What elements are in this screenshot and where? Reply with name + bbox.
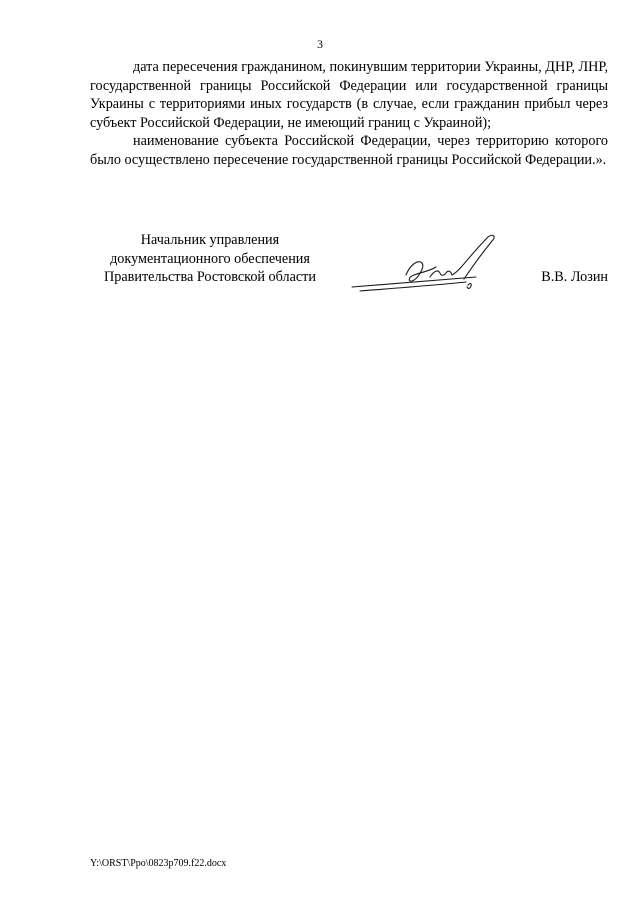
paragraph-crossing-date: дата пересечения гражданином, покинувшим территории Украины, ДНР, ЛНР, государственной границы Российской Федерации или государственной границы Украины с территориями иных государств (в случае, если гражданин прибыл через субъект Российской Федерации, не имеющий границ с Украиной); (90, 59, 608, 131)
signatory-title-line: Правительства Ростовской области (104, 269, 316, 285)
handwritten-signature-icon (348, 231, 508, 301)
page-number: 3 (317, 37, 323, 51)
signatory-title (90, 231, 330, 287)
footer-file-path: Y:\ORST\Ppo\0823p709.f22.docx (90, 858, 227, 869)
signatory-name: В.В. Лозин (541, 269, 608, 285)
signatory-title-line: документационного обеспечения (110, 250, 310, 267)
paragraph-region-name: наименование субъекта Российской Федерации, через территорию которого было осуществлено пересечение государственной границы Российской Федерации.». (90, 133, 608, 168)
document-body (90, 58, 608, 169)
signatory-title-line: Начальник управления (140, 232, 280, 248)
signature-block (90, 231, 608, 301)
